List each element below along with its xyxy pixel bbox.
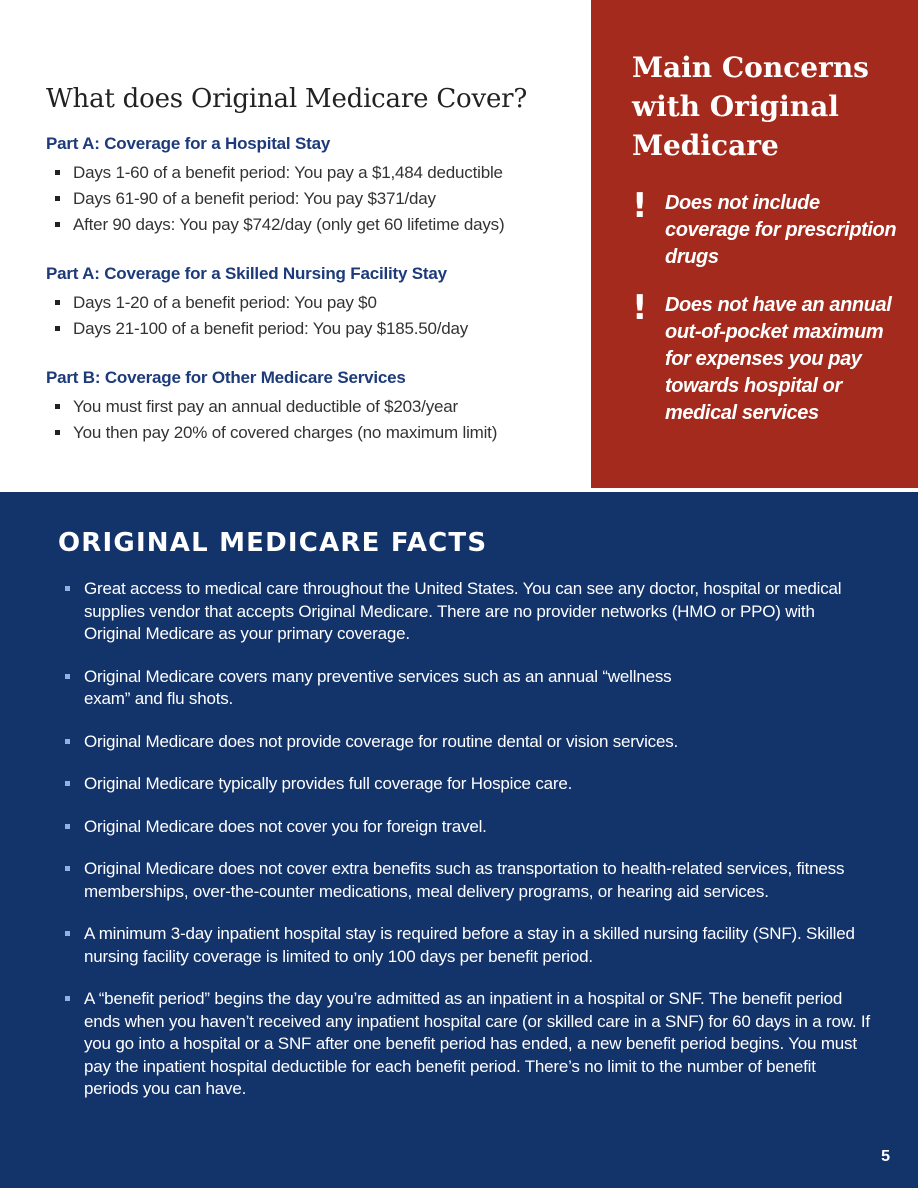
list-item: You must first pay an annual deductible of $203/year [46,394,586,420]
facts-panel [0,492,918,1188]
list-item: A minimum 3-day inpatient hospital stay is required before a stay in a skilled nursing facility (SNF). Skilled nursing facility coverage is limited to only 100 days per benefit period. [62,923,872,968]
section-heading: Part A: Coverage for a Skilled Nursing Facility Stay [46,264,447,283]
concern-text: Does not include coverage for prescription drugs [665,192,897,268]
page-number: 5 [881,1148,890,1165]
exclamation-icon: ! [632,186,648,226]
list-item: Great access to medical care throughout the United States. You can see any doctor, hospital or medical supplies vendor that accepts Original Medicare. There are no provider networks (HMO or PPO) with Original Medicare as your primary coverage. [62,578,872,646]
coverage-list [46,394,586,446]
list-item: Original Medicare covers many preventive services such as an annual “wellness exam” and flu shots. [62,666,674,711]
section-heading: Part A: Coverage for a Hospital Stay [46,134,331,153]
list-item: Original Medicare typically provides full coverage for Hospice care. [62,773,872,796]
facts-list [62,578,872,1121]
list-item: You then pay 20% of covered charges (no maximum limit) [46,420,586,446]
list-item: Original Medicare does not cover you for foreign travel. [62,816,872,839]
coverage-section-part-b [46,368,586,446]
list-item: Days 1-20 of a benefit period: You pay $0 [46,290,586,316]
exclamation-icon: ! [632,288,648,328]
concerns-title: Main Concerns with Original Medicare [632,51,869,162]
facts-title: ORIGINAL MEDICARE FACTS [58,528,488,558]
section-heading: Part B: Coverage for Other Medicare Services [46,368,406,387]
concerns-panel [591,0,918,488]
list-item: Days 1-60 of a benefit period: You pay a $1,484 deductible [46,160,586,186]
list-item: Days 61-90 of a benefit period: You pay $371/day [46,186,586,212]
coverage-list [46,290,586,342]
list-item: A “benefit period” begins the day you’re admitted as an inpatient in a hospital or SNF. The benefit period ends when you haven’t received any inpatient hospital care (or skilled care in a SNF) for 60 days in a row. If you go into a hospital or a SNF after one benefit period has ended, a new benefit period begins. You must pay the inpatient hospital deductible for each benefit period. There’s no limit to the number of benefit periods you can have. [62,988,872,1101]
coverage-section-snf [46,264,586,342]
list-item: Days 21-100 of a benefit period: You pay $185.50/day [46,316,586,342]
coverage-section-hospital [46,134,586,238]
concern-text: Does not have an annual out-of-pocket maximum for expenses you pay towards hospital or medical services [665,294,892,424]
coverage-content [46,84,586,472]
list-item: Original Medicare does not provide coverage for routine dental or vision services. [62,731,872,754]
list-item: After 90 days: You pay $742/day (only get 60 lifetime days) [46,212,586,238]
coverage-list [46,160,586,238]
list-item: Original Medicare does not cover extra benefits such as transportation to health-related services, fitness memberships, over-the-counter medications, meal delivery programs, or hearing aid services. [62,858,872,903]
coverage-title: What does Original Medicare Cover? [46,84,528,114]
